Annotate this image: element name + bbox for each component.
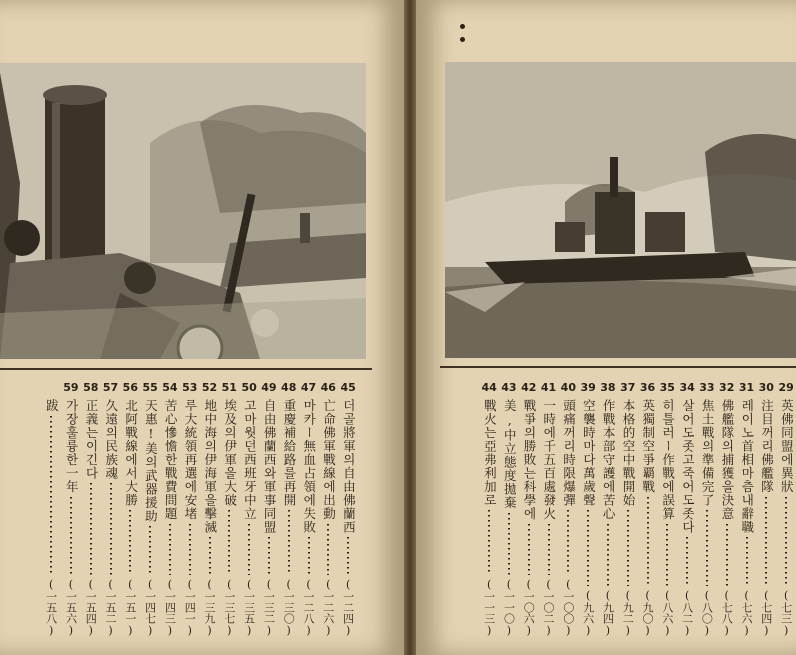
entry-title: 跋 [44, 399, 60, 413]
toc-entry [539, 377, 559, 637]
entry-number: 33 [699, 381, 715, 394]
entry-page-number: (一二八) [302, 578, 315, 637]
entry-page-number: (一〇六) [522, 578, 536, 637]
entry-title: 苦心慘憺한戰費問題 [163, 399, 179, 521]
entry-title: 天惠!美의武器援助 [143, 399, 159, 523]
entry-page-number: (一三五) [242, 578, 256, 637]
entry-page-number: (七四) [759, 589, 773, 637]
entry-page-number: (一一三) [482, 578, 496, 637]
leader-dots [169, 524, 171, 576]
leader-dots [70, 497, 72, 576]
toc-entry [299, 377, 319, 637]
entry-number: 31 [738, 381, 755, 394]
entry-title: 戰火는亞弗利加로 [482, 399, 498, 507]
toc-entry [41, 377, 61, 637]
leader-dots [746, 537, 748, 586]
leader-dots [110, 483, 112, 575]
leader-dots [149, 526, 151, 575]
entry-title: 가장훌륭한一年 [64, 399, 80, 494]
leader-dots [248, 524, 250, 576]
entry-number: 50 [241, 381, 257, 394]
toc-entry [756, 377, 776, 637]
leader-dots [567, 510, 569, 575]
toc-entry [318, 377, 338, 637]
entry-number: 39 [580, 381, 596, 394]
left-rule [0, 368, 372, 370]
leader-dots [488, 510, 490, 575]
entry-title: 마카ー無血占領에失敗 [301, 399, 317, 534]
entry-title: 埃及의伊軍을大破 [222, 399, 238, 507]
toc-entry [239, 377, 259, 637]
toc-entry [677, 377, 697, 637]
right-photo [445, 62, 796, 358]
toc-entry [697, 377, 717, 637]
entry-number: 44 [481, 381, 497, 394]
toc-entry [737, 377, 757, 637]
left-photo [0, 63, 366, 359]
right-toc [440, 377, 796, 637]
entry-number: 53 [182, 381, 198, 394]
leader-dots [528, 524, 530, 576]
leader-dots [288, 510, 290, 575]
entry-number: 59 [63, 381, 79, 394]
warship-deck-illustration [0, 63, 366, 359]
entry-page-number: (一三七) [222, 578, 236, 637]
leader-dots [686, 537, 688, 586]
entry-page-number: (八〇) [700, 589, 714, 637]
right-rule [440, 366, 796, 368]
leader-dots [765, 497, 767, 587]
entry-title: 고마웟던西班牙中立 [242, 399, 258, 521]
entry-title: 久遠의民族魂 [103, 399, 119, 480]
toc-entry [598, 377, 618, 637]
toc-entry [519, 377, 539, 637]
entry-number: 30 [758, 381, 774, 394]
toc-entry [717, 377, 737, 637]
entry-page-number: (一二六) [321, 578, 335, 637]
entry-page-number: (九四) [601, 589, 615, 637]
toc-entry [200, 377, 220, 637]
entry-title: 英獨制空爭覇戰 [640, 399, 656, 494]
leader-dots [129, 510, 131, 575]
leader-dots [508, 513, 510, 576]
entry-page-number: (一五六) [64, 578, 78, 637]
entry-page-number: (一一〇) [502, 578, 516, 637]
entry-number: 57 [102, 381, 119, 394]
toc-entry [558, 377, 578, 637]
entry-page-number: (九六) [581, 589, 595, 637]
entry-title: 一時에千五百處發火 [541, 399, 557, 521]
leader-dots [347, 537, 349, 575]
entry-number: 36 [639, 381, 656, 394]
leader-dots [706, 510, 708, 586]
entry-title: 作戰本部守護에苦心 [601, 399, 617, 521]
entry-page-number: (九〇) [641, 589, 655, 637]
entry-number: 38 [600, 381, 616, 394]
entry-page-number: (七三) [779, 589, 793, 637]
entry-page-number: (一〇二) [542, 578, 556, 637]
entry-page-number: (一五二) [104, 578, 118, 637]
entry-title: 레이노首相마츰내辭職 [739, 399, 755, 534]
left-toc [0, 377, 358, 637]
toc-entry [479, 377, 499, 637]
entry-number: 29 [778, 381, 794, 394]
entry-title: 살어도좃고죽어도좃다 [680, 399, 696, 534]
entry-number: 55 [142, 381, 158, 394]
entry-page-number: (一三〇) [282, 578, 296, 637]
entry-page-number: (一五八) [44, 578, 58, 637]
toc-entry [180, 377, 200, 637]
leader-dots [308, 537, 310, 575]
toc-entry [279, 377, 299, 637]
toc-entry [219, 377, 239, 637]
toc-entry [499, 377, 519, 637]
toc-entry [140, 377, 160, 637]
entry-number: 40 [560, 381, 576, 394]
entry-number: 47 [300, 381, 317, 394]
entry-title: 地中海의伊海軍을擊滅 [202, 399, 218, 534]
toc-entry [638, 377, 658, 637]
entry-page-number: (一四三) [163, 578, 177, 637]
leader-dots [666, 524, 668, 587]
leader-dots [268, 537, 270, 575]
entry-number: 34 [679, 381, 695, 394]
entry-title: 英佛同盟에異狀 [779, 399, 795, 494]
entry-page-number: (一二四) [341, 578, 355, 637]
entry-page-number: (一四一) [183, 578, 197, 637]
entry-page-number: (一五四) [84, 578, 98, 637]
leader-dots [90, 483, 92, 575]
toc-entry [160, 377, 180, 637]
entry-page-number: (一五一) [123, 578, 137, 637]
entry-page-number: (七六) [740, 589, 753, 637]
entry-number: 37 [620, 381, 636, 394]
entry-page-number: (一四七) [143, 578, 157, 637]
entry-number: 45 [340, 381, 356, 394]
leader-dots [327, 524, 329, 576]
entry-number: 32 [719, 381, 735, 394]
toc-entry [578, 377, 598, 637]
leader-dots [587, 510, 589, 586]
leader-dots [607, 524, 609, 587]
toc-entry [101, 377, 121, 637]
entry-number: 46 [320, 381, 336, 394]
binding-holes [460, 24, 465, 50]
toc-entry [338, 377, 358, 637]
entry-page-number: (一三二) [262, 578, 276, 637]
leader-dots [785, 497, 787, 587]
toc-entry [61, 377, 81, 637]
entry-number: 42 [521, 381, 537, 394]
leader-dots [50, 416, 52, 576]
entry-page-number: (八六) [660, 589, 674, 637]
entry-title: 空襲時마다萬歲聲 [581, 399, 597, 507]
leader-dots [726, 524, 728, 587]
cruiser-at-sea-illustration [445, 62, 796, 358]
entry-page-number: (八二) [680, 589, 694, 637]
leader-dots [647, 497, 649, 587]
toc-entry [259, 377, 279, 637]
leader-dots [627, 510, 629, 586]
leader-dots [209, 537, 211, 575]
entry-number: 48 [281, 381, 297, 394]
entry-page-number: (七八) [720, 589, 734, 637]
toc-entry [776, 377, 796, 637]
entry-title: 佛艦隊의捕獲을決意 [719, 399, 735, 521]
entry-title: 正義는이긴다 [83, 399, 99, 480]
entry-title: 히틀러ー作戰에誤算 [660, 399, 676, 521]
entry-page-number: (一三九) [203, 578, 217, 637]
toc-entry [657, 377, 677, 637]
entry-number: 56 [122, 381, 138, 394]
entry-number: 51 [221, 381, 237, 394]
toc-entry [120, 377, 140, 637]
entry-page-number: (九二) [621, 589, 635, 637]
entry-number: 58 [83, 381, 99, 394]
entry-page-number: (一〇〇) [561, 578, 575, 637]
entry-title: 頭痛꺼리時限爆彈 [561, 399, 577, 507]
leader-dots [189, 524, 191, 576]
entry-title: 亡命佛軍戰線에出動 [321, 399, 337, 521]
leader-dots [228, 510, 230, 575]
entry-title: 焦土戰의準備完了 [700, 399, 716, 507]
entry-title: 注目꺼리佛艦隊 [759, 399, 775, 494]
entry-number: 49 [261, 381, 277, 394]
entry-title: 本格的空中戰開始 [620, 399, 636, 507]
entry-number: 52 [201, 381, 218, 394]
leader-dots [548, 524, 550, 576]
entry-title: 더골將軍의自由佛蘭西 [341, 399, 357, 534]
entry-title: 戰爭의勝敗는科學에 [521, 399, 537, 521]
entry-title: 北阿戰線에서大勝 [123, 399, 139, 507]
entry-title: 루大統領再選에安堵 [182, 399, 198, 521]
entry-number: 43 [501, 381, 517, 394]
toc-entry [618, 377, 638, 637]
entry-number: 41 [540, 381, 557, 394]
right-page [416, 0, 796, 655]
entry-number: 54 [162, 381, 178, 394]
entry-title: 重慶補給路를再開 [281, 399, 297, 507]
entry-number: 35 [659, 381, 675, 394]
entry-title: 自由佛蘭西와軍事同盟 [262, 399, 278, 534]
toc-entry [81, 377, 101, 637]
book-gutter [404, 0, 416, 655]
entry-title: 美,中立態度拋棄 [502, 399, 518, 510]
